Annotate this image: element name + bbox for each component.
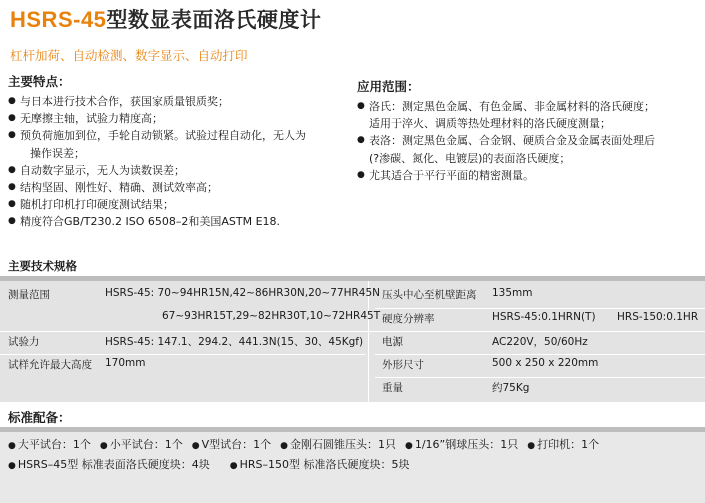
spec-height-value: 170mm (105, 357, 146, 369)
accessory-item: ● 金刚石圆锥压头：1只 (280, 438, 396, 451)
title-rest: 型数显表面洛氏硬度计 (106, 8, 322, 32)
spec-resolution-value-2: HRS-150:0.1HR (617, 311, 699, 323)
feature-item: ● 随机打印机打印硬度测试结果； (8, 196, 306, 213)
spec-power-value: AC220V，50/60Hz (492, 336, 588, 348)
spec-height-label: 试样允许最大高度 (8, 359, 92, 371)
spec-range-label: 测量范围 (8, 289, 50, 301)
accessory-item: ● 1/16”钢球压头：1只 (405, 438, 518, 451)
accessory-item: ● V型试台：1个 (192, 438, 271, 451)
feature-item: ● 预负荷施加到位，手轮自动锁紧。试验过程自动化，无人为 操作误差； (8, 127, 306, 161)
spec-power-label: 电源 (382, 336, 403, 348)
application-item: ● 表洛：测定黑色金属、合金钢、硬质合金及金属表面处理后 (?渗碳、氮化、电镀层)的表面洛氏硬度； (357, 132, 655, 166)
feature-item: ● 无摩擦主轴，试验力精度高； (8, 110, 306, 127)
spec-weight-label: 重量 (382, 382, 403, 394)
accessory-item: ● 打印机：1个 (527, 438, 599, 451)
specs-divider (0, 276, 705, 281)
accessories-line-2 (8, 456, 418, 472)
application-item: ● 尤其适合于平行平面的精密测量。 (357, 167, 655, 184)
features-heading: 主要特点： (8, 74, 71, 89)
feature-item: ● 精度符合GB/T230.2 ISO 6508–2和美国ASTM E18. (8, 213, 306, 230)
spec-weight-value: 约75Kg (492, 382, 530, 394)
subtitle: 杠杆加荷、自动检测、数字显示、自动打印 (10, 48, 248, 63)
specs-heading: 主要技术规格 (8, 259, 77, 273)
spec-column-divider (368, 281, 369, 402)
accessory-item: ● HRS–150型 标准洛氏硬度块：5块 (230, 458, 410, 471)
page-title (10, 4, 321, 34)
feature-item: ● 自动数字显示，无人为读数误差； (8, 162, 306, 179)
accessory-item: ● 大平试台：1个 (8, 438, 91, 451)
accessories-line-1 (8, 436, 608, 452)
application-item: ● 洛氏：测定黑色金属、有色金属、非金属材料的洛氏硬度； 适用于淬火、调质等热处理材料的洛氏硬度测量； (357, 98, 655, 132)
spec-range-value: HSRS-45: 70~94HR15N,42~86HR30N,20~77HR45N (105, 287, 380, 299)
spec-force-label: 试验力 (8, 336, 40, 348)
model-name: HSRS-45 (10, 7, 107, 32)
feature-item: ● 结构坚固、刚性好、精确、测试效率高； (8, 179, 306, 196)
spec-row-divider (0, 354, 365, 355)
accessories-heading: 标准配备： (8, 410, 71, 425)
spec-range-value-2: 67~93HR15T,29~82HR30T,10~72HR45T (162, 310, 381, 322)
spec-force-value: HSRS-45: 147.1、294.2、441.3N(15、30、45Kgf) (105, 336, 364, 348)
applications-list (357, 98, 655, 184)
spec-throat-value: 135mm (492, 287, 533, 299)
features-list (8, 93, 306, 231)
spec-resolution-value: HSRS-45:0.1HRN(T) (492, 311, 596, 323)
spec-size-value: 500 x 250 x 220mm (492, 357, 599, 369)
applications-heading: 应用范围： (357, 79, 420, 94)
accessory-item: ● 小平试台：1个 (100, 438, 183, 451)
spec-size-label: 外形尺寸 (382, 359, 424, 371)
spec-row-divider (375, 354, 705, 355)
spec-row-divider (375, 308, 705, 309)
spec-resolution-label: 硬度分辨率 (382, 313, 435, 325)
feature-item: ● 与日本进行技术合作，获国家质量银质奖； (8, 93, 306, 110)
spec-row-divider (375, 377, 705, 378)
accessory-item: ● HSRS–45型 标准表面洛氏硬度块：4块 (8, 458, 210, 471)
spec-row-divider (0, 331, 705, 332)
spec-throat-label: 压头中心至机壁距离 (382, 289, 477, 301)
